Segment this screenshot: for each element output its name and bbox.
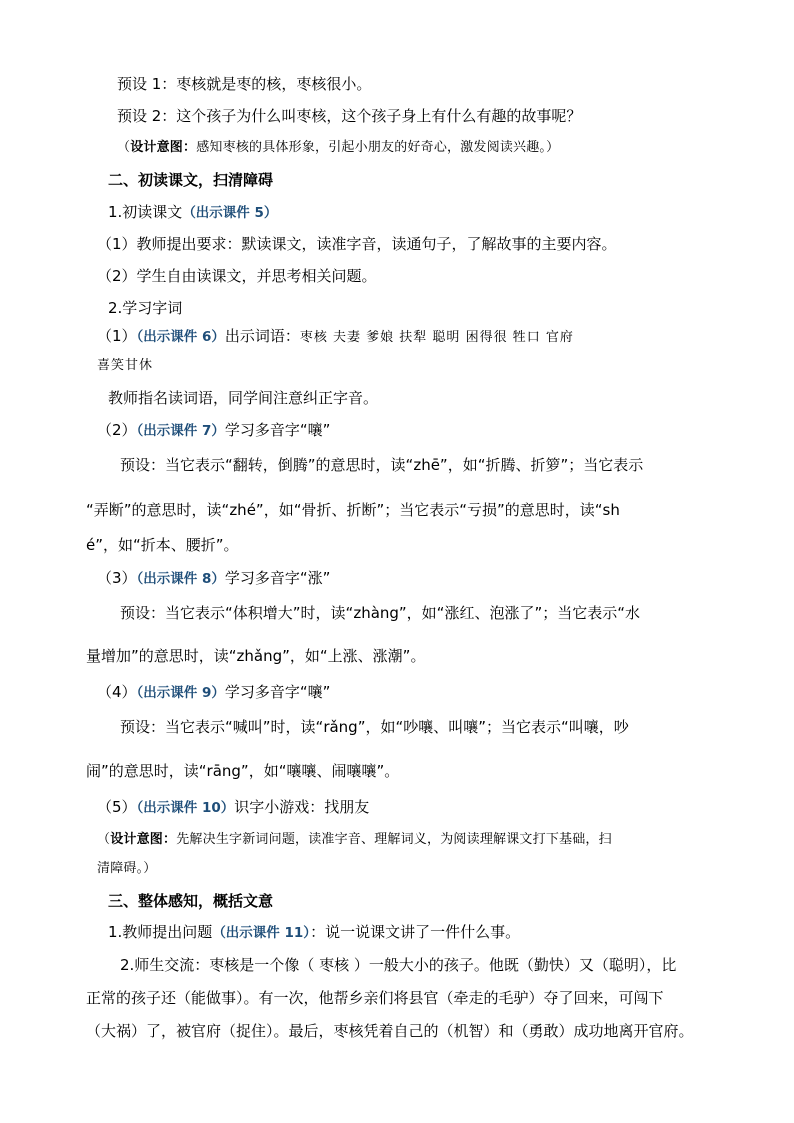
design-intent-2-cont: 清障碍。） <box>97 861 157 876</box>
courseware-ref: （出示课件 7） <box>136 423 225 439</box>
preset-rang-2: 闹”的意思时，读“rāng”，如“嚷嚷、闹嚷嚷”。 <box>86 762 400 780</box>
paren-open: （ <box>117 140 131 155</box>
preset-1: 预设 1：枣核就是枣的核，枣核很小。 <box>117 75 372 93</box>
teacher-read: 教师指名读词语，同学间注意纠正字音。 <box>108 389 379 407</box>
preset-zhe-3: é”，如“折本、腰折”。 <box>86 536 239 554</box>
item-number: （1） <box>97 327 137 345</box>
courseware-ref: （出示课件 5） <box>182 205 278 221</box>
words-item <box>97 326 574 348</box>
step-first-read <box>108 202 277 223</box>
step-text: ：说一说课文讲了一件什么事。 <box>310 923 521 941</box>
item-text: 学习多音字“嚷” <box>224 421 331 439</box>
vocab-list: 枣核 夫妻 爹娘 扶犁 聪明 困得很 牲口 官府 <box>299 330 574 345</box>
preset-zhang-2: 量增加”的意思时，读“zhǎng”，如“上涨、涨潮”。 <box>86 647 426 665</box>
design-intent-2 <box>97 830 612 850</box>
item-2: （2）学生自由读课文，并思考相关问题。 <box>97 267 377 285</box>
section-heading-2: 二、初读课文，扫清障碍 <box>108 171 274 189</box>
exchange-1: 2.师生交流：枣核是一个像（ 枣核 ）一般大小的孩子。他既（勤快）又（聪明），比 <box>120 956 677 974</box>
design-intent-label: 设计意图： <box>130 140 197 155</box>
courseware-ref: （出示课件 8） <box>136 571 225 587</box>
item-number: （5） <box>97 798 137 816</box>
exchange-2: 正常的孩子还（能做事）。有一次，他帮乡亲们将县官（牵走的毛驴）夺了回来，可闯下 <box>86 989 664 1007</box>
exchange-3: （大祸）了，被官府（捉住）。最后，枣核凭着自己的（机智）和（勇敢）成功地离开官府。 <box>86 1022 694 1040</box>
item-number: （3） <box>97 569 137 587</box>
design-intent-text: 先解决生字新词问题，读准字音、理解词义，为阅读理解课文打下基础，扫 <box>176 832 612 847</box>
courseware-ref: （出示课件 11） <box>212 925 311 941</box>
item-1: （1）教师提出要求：默读课文，读准字音，读通句子，了解故事的主要内容。 <box>97 235 617 253</box>
preset-zhang-1: 预设：当它表示“体积增大”时，读“zhàng”，如“涨红、泡涨了”；当它表示“水 <box>120 604 641 622</box>
preset-zhe-1: 预设：当它表示“翻转，倒腾”的意思时，读“zhē”，如“折腾、折箩”；当它表示 <box>120 456 644 474</box>
step-label: 1.教师提出问题 <box>108 923 213 941</box>
vocab-list-cont: 喜笑甘休 <box>97 358 154 373</box>
item-text: 学习多音字“涨” <box>224 569 331 587</box>
preset-zhe-2: “弄断”的意思时，读“zhé”，如“骨折、折断”；当它表示“亏损”的意思时，读“sh <box>86 501 620 519</box>
design-intent-text: 感知枣核的具体形象，引起小朋友的好奇心，激发阅读兴趣。） <box>196 140 560 155</box>
courseware-ref: （出示课件 10） <box>136 800 235 816</box>
step-learn-words: 2.学习字词 <box>108 299 183 317</box>
item-text: 识字小游戏：找朋友 <box>234 798 370 816</box>
preset-2: 预设 2：这个孩子为什么叫枣核，这个孩子身上有什么有趣的故事呢？ <box>117 107 582 125</box>
item-number: （4） <box>97 683 137 701</box>
polyphone-item-4 <box>97 682 330 703</box>
item-text: 出示词语： <box>224 327 300 345</box>
step-label: 1.初读课文 <box>108 203 183 221</box>
item-text: 学习多音字“嚷” <box>224 683 331 701</box>
step-question <box>108 922 520 943</box>
section-heading-3: 三、整体感知，概括文意 <box>108 892 274 910</box>
item-number: （2） <box>97 421 137 439</box>
preset-rang-1: 预设：当它表示“喊叫”时，读“rǎng”，如“吵嚷、叫嚷”；当它表示“叫嚷，吵 <box>120 718 629 736</box>
game-item <box>97 797 369 818</box>
courseware-ref: （出示课件 6） <box>136 329 225 345</box>
design-intent-1 <box>117 138 559 158</box>
paren-open: （ <box>97 832 111 847</box>
polyphone-item-2 <box>97 420 330 441</box>
courseware-ref: （出示课件 9） <box>136 685 225 701</box>
design-intent-label: 设计意图： <box>110 832 177 847</box>
polyphone-item-3 <box>97 568 330 589</box>
